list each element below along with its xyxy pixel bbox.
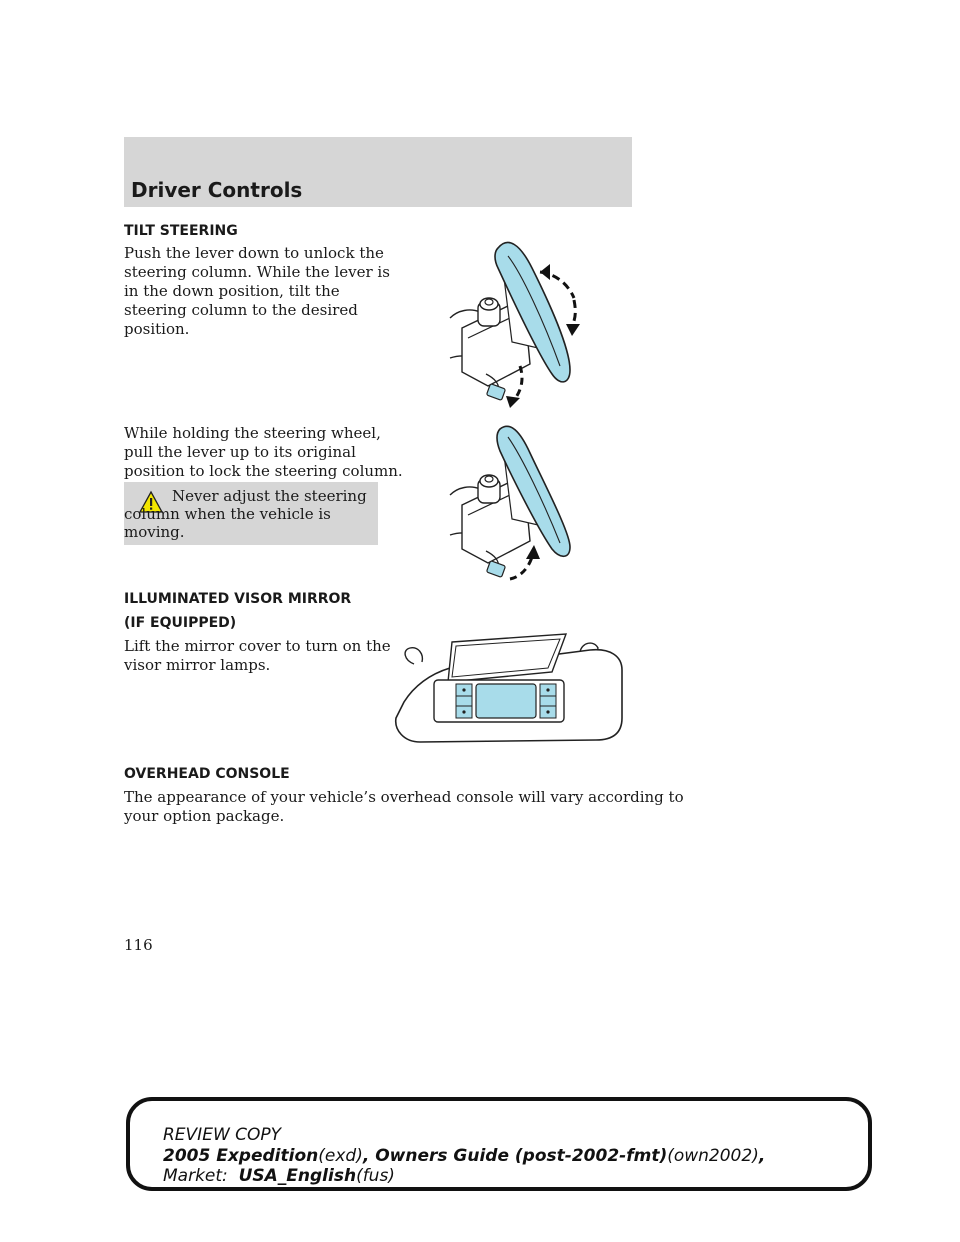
tilt-steering-heading: TILT STEERING: [124, 223, 238, 239]
overhead-console-heading: OVERHEAD CONSOLE: [124, 766, 290, 782]
visor-mirror-subheading: (IF EQUIPPED): [124, 615, 237, 631]
footer-publication: 2005 Expedition(exd), Owners Guide (post-2002-fmt)(own2002),: [163, 1146, 766, 1166]
visor-mirror-illustration: [390, 630, 630, 748]
tilt-lock-paragraph: While holding the steering wheel, pull the lever up to its original position to lock the steering column.: [124, 424, 403, 480]
tilt-steering-lock-illustration: [448, 425, 588, 587]
warning-text: Never adjust the steering column when the vehicle is moving.: [124, 487, 367, 541]
footer-review-copy: REVIEW COPY: [163, 1125, 282, 1145]
page-number: 116: [124, 936, 153, 954]
visor-mirror-heading: ILLUMINATED VISOR MIRROR: [124, 591, 352, 607]
footer-market: Market: USA_English(fus): [163, 1166, 395, 1186]
tilt-steering-unlock-illustration: [448, 238, 588, 410]
overhead-console-paragraph: The appearance of your vehicle’s overhead console will vary according to your option package.: [124, 788, 684, 825]
tilt-unlock-paragraph: Push the lever down to unlock the steering column. While the lever is in the down position, tilt the steering column to the desired position.: [124, 244, 390, 338]
visor-mirror-paragraph: Lift the mirror cover to turn on the visor mirror lamps.: [124, 637, 391, 674]
section-title: Driver Controls: [131, 178, 303, 202]
